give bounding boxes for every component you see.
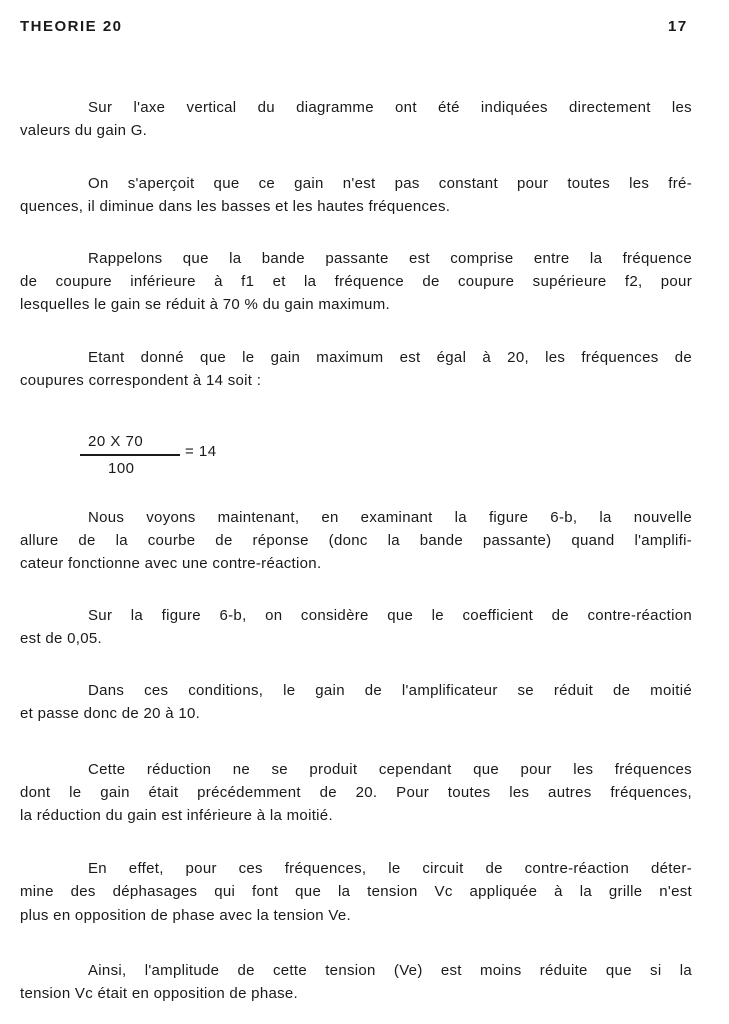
text-line: Nous voyons maintenant, en examinant la figure 6-b, la nouvelle (88, 509, 692, 526)
text-line: est de 0,05. (20, 630, 102, 647)
text-line: Sur la figure 6-b, on considère que le coefficient de contre-réaction (88, 607, 692, 624)
text-line: Dans ces conditions, le gain de l'amplificateur se réduit de moitié (88, 682, 692, 699)
text-line: On s'aperçoit que ce gain n'est pas constant pour toutes les fré- (88, 175, 692, 192)
text-line: tension Vc était en opposition de phase. (20, 985, 299, 1002)
text-line: cateur fonctionne avec une contre-réaction. (20, 555, 322, 572)
text-line: Rappelons que la bande passante est comprise entre la fréquence (88, 250, 692, 267)
text-line: dont le gain était précédemment de 20. Pour toutes les autres fréquences, (20, 784, 692, 801)
page-number: 17 (668, 18, 688, 35)
text-line: valeurs du gain G. (20, 122, 148, 139)
text-line: Ainsi, l'amplitude de cette tension (Ve) est moins réduite que si la (88, 962, 692, 979)
text-line: de coupure inférieure à f1 et la fréquence de coupure supérieure f2, pour (20, 273, 692, 290)
text-line: mine des déphasages qui font que la tension Vc appliquée à la grille n'est (20, 883, 692, 900)
formula-denominator: 100 (108, 460, 135, 477)
text-line: Sur l'axe vertical du diagramme ont été indiquées directement les (88, 99, 692, 116)
text-line: et passe donc de 20 à 10. (20, 705, 201, 722)
text-line: En effet, pour ces fréquences, le circuit de contre-réaction déter- (88, 860, 692, 877)
text-line: Etant donné que le gain maximum est égal à 20, les fréquences de (88, 349, 692, 366)
running-header: THEORIE 20 (20, 18, 123, 35)
text-line: allure de la courbe de réponse (donc la bande passante) quand l'amplifi- (20, 532, 692, 549)
fraction-bar (80, 454, 180, 456)
text-line: plus en opposition de phase avec la tension Ve. (20, 907, 351, 924)
formula-result: = 14 (185, 443, 217, 460)
text-line: quences, il diminue dans les basses et les hautes fréquences. (20, 198, 451, 215)
text-line: lesquelles le gain se réduit à 70 % du gain maximum. (20, 296, 390, 313)
text-line: Cette réduction ne se produit cependant que pour les fréquences (88, 761, 692, 778)
formula-numerator: 20 X 70 (88, 433, 144, 450)
text-line: coupures correspondent à 14 soit : (20, 372, 262, 389)
text-line: la réduction du gain est inférieure à la moitié. (20, 807, 333, 824)
